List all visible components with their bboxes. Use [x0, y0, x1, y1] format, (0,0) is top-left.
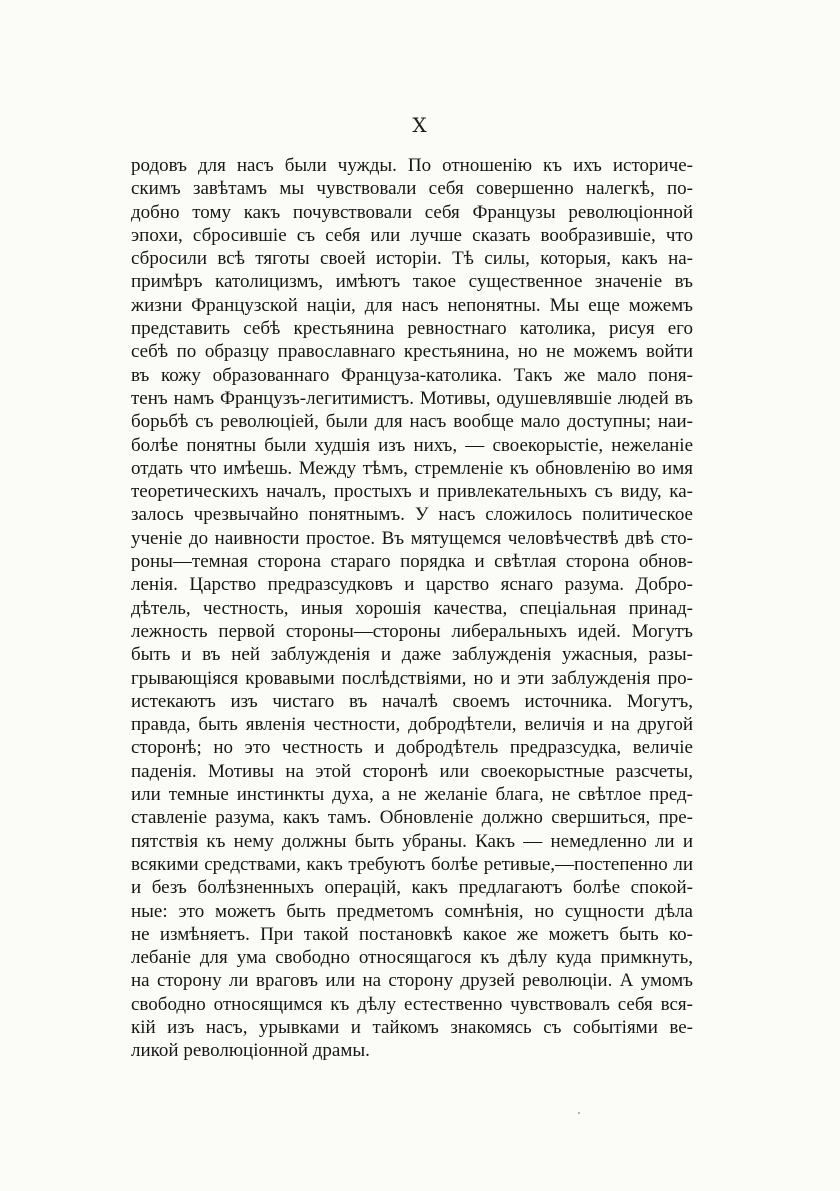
text-line: борьбѣ съ революціей, были для насъ вообще мало доступны; наи- [131, 411, 693, 433]
text-line: пятствія къ нему должны быть убраны. Какъ — немедленно ли и [131, 830, 693, 852]
text-line: ликой революціонной драмы. [131, 1040, 370, 1062]
text-line: на сторону ли враговъ или на сторону друзей революціи. А умомъ [131, 970, 693, 992]
text-line: ленія. Царство предразсудковъ и царство яснаго разума. Добро- [131, 574, 693, 596]
body-text [131, 154, 693, 1063]
text-line: жизни Французской націи, для насъ непонятны. Мы еще можемъ [131, 294, 693, 316]
text-line: родовъ для насъ были чужды. По отношенію къ ихъ историче- [131, 155, 693, 176]
text-line: кій изъ насъ, урывками и тайкомъ знакомясь съ событіями ве- [131, 1016, 693, 1038]
text-line: примѣръ католицизмъ, имѣютъ такое существенное значеніе въ [131, 271, 693, 293]
text-line: сторонѣ; но это честность и добродѣтель предразсудка, величіе [131, 737, 693, 759]
text-line: болѣе понятны были худшія изъ нихъ, — своекорыстіе, нежеланіе [131, 434, 693, 456]
text-line: добно тому какъ почувствовали себя Французы революціонной [131, 201, 693, 223]
text-line: или темные инстинкты духа, а не желаніе блага, не свѣтлое пред- [131, 784, 693, 806]
text-line: истекаютъ изъ чистаго въ началѣ своемъ источника. Могутъ, [131, 690, 693, 712]
text-line: сбросили всѣ тяготы своей исторіи. Тѣ силы, которыя, какъ на- [131, 248, 693, 270]
text-line: залось чрезвычайно понятнымъ. У насъ сложилось политическое [131, 504, 693, 526]
page-number: X [412, 113, 428, 137]
text-line: тенъ намъ Французъ-легитимистъ. Мотивы, одушевлявшіе людей въ [131, 387, 693, 409]
text-line: лежность первой стороны—стороны либеральныхъ идей. Могутъ [131, 620, 693, 642]
text-line: роны—темная сторона стараго порядка и свѣтлая сторона обнов- [131, 551, 693, 573]
text-line: не измѣняетъ. При такой постановкѣ какое же можетъ быть ко- [131, 923, 693, 945]
text-line: лебаніе для ума свободно относящагося къ дѣлу куда примкнуть, [131, 947, 693, 969]
text-line: ставленіе разума, какъ тамъ. Обновленіе должно свершиться, пре- [131, 807, 693, 829]
text-line: себѣ по образцу православнаго крестьянина, но не можемъ войти [131, 341, 693, 363]
text-line: и безъ болѣзненныхъ операцій, какъ предлагаютъ болѣе спокой- [131, 877, 693, 899]
text-line: свободно относящимся къ дѣлу естественно чувствовалъ себя вся- [131, 993, 693, 1015]
text-line: скимъ завѣтамъ мы чувствовали себя совершенно налегкѣ, по- [131, 178, 693, 200]
text-line: отдать что имѣешь. Между тѣмъ, стремленіе къ обновленію во имя [131, 457, 693, 479]
text-line: грывающіяся кровавыми послѣдствіями, но и эти заблужденія про- [131, 667, 693, 689]
text-line: эпохи, сбросившіе съ себя или лучше сказать вообразившіе, что [131, 224, 693, 246]
text-line: представить себѣ крестьянина ревностнаго католика, рисуя его [131, 318, 693, 340]
text-line: ные: это можетъ быть предметомъ сомнѣнія, но сущности дѣла [131, 900, 693, 922]
text-line: правда, быть явленія честности, добродѣтели, величія и на другой [131, 714, 693, 736]
text-line: ученіе до наивности простое. Въ мятущемся человѣчествѣ двѣ сто- [131, 527, 693, 549]
text-line: быть и въ ней заблужденія и даже заблужденія ужасныя, разы- [131, 644, 693, 666]
text-line: дѣтель, честность, иныя хорошія качества, спеціальная принад- [131, 597, 693, 619]
scan-speck [578, 1112, 580, 1114]
text-line: паденія. Мотивы на этой сторонѣ или своекорыстные разсчеты, [131, 760, 693, 782]
text-line: всякими средствами, какъ требуютъ болѣе ретивые,—постепенно ли [131, 853, 693, 875]
text-line: теоретическихъ началъ, простыхъ и привлекательныхъ съ виду, ка- [131, 481, 693, 503]
text-line: въ кожу образованнаго Француза-католика. Такъ же мало поня- [131, 364, 693, 386]
